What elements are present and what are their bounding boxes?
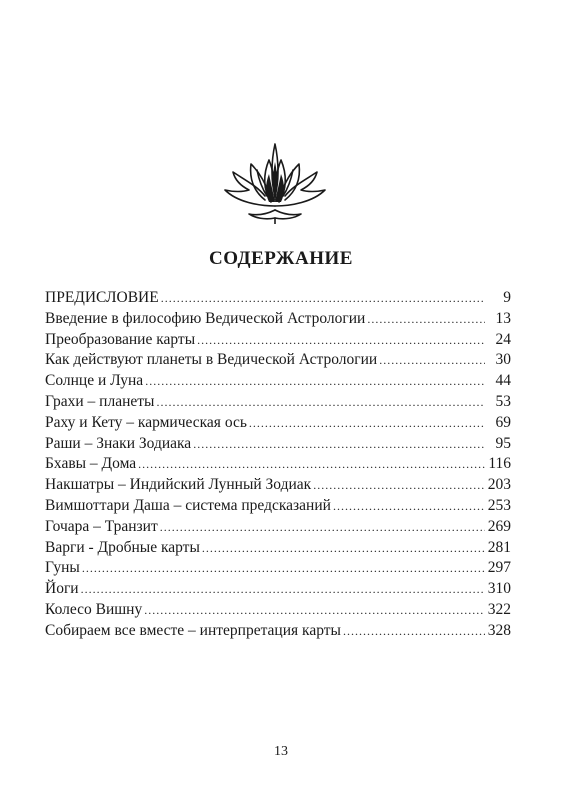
toc-entry-title: Собираем все вместе – интерпретация карты [45, 621, 341, 639]
toc-entry-title: Вимшоттари Даша – система предсказаний [45, 496, 331, 514]
toc-entry-title: Накшатры – Индийский Лунный Зодиак [45, 476, 312, 494]
toc-entry-page: 253 [487, 496, 511, 514]
toc-entry-page: 322 [487, 600, 511, 618]
toc-entry-page: 30 [495, 351, 511, 369]
toc-entry[interactable] [45, 558, 511, 579]
toc-entry-page: 24 [495, 330, 511, 348]
toc-entry-page: 53 [495, 392, 511, 410]
toc-entry[interactable] [45, 434, 511, 455]
toc-entry[interactable] [45, 392, 511, 413]
toc-dot-leader [138, 454, 485, 475]
page-number: 13 [274, 744, 288, 759]
toc-entry[interactable] [45, 475, 511, 496]
toc-entry[interactable] [45, 621, 511, 642]
toc-entry-title: Преобразование карты [45, 330, 196, 348]
toc-entry-page: 281 [487, 538, 511, 556]
toc-entry-title: Йоги [45, 580, 79, 598]
toc-entry[interactable] [45, 579, 511, 600]
toc-dot-leader [343, 621, 485, 642]
toc-entry[interactable] [45, 538, 511, 559]
toc-dot-leader [367, 309, 485, 330]
toc-dot-leader [379, 350, 485, 371]
toc-entry-page: 269 [487, 517, 511, 535]
toc-entry[interactable] [45, 371, 511, 392]
toc-dot-leader [82, 558, 485, 579]
toc-entry-title: ПРЕДИСЛОВИЕ [45, 289, 159, 306]
toc-dot-leader [333, 496, 485, 517]
toc-entry[interactable] [45, 309, 511, 330]
toc-entry-page: 69 [495, 413, 511, 431]
toc-entry-page: 310 [487, 580, 511, 598]
toc-entry-page: 328 [487, 621, 511, 639]
table-of-contents [45, 288, 511, 642]
toc-entry-page: 44 [495, 372, 511, 390]
toc-entry-page: 116 [488, 455, 511, 473]
toc-dot-leader [313, 475, 485, 496]
toc-entry-title: Бхавы – Дома [45, 455, 137, 473]
toc-dot-leader [156, 392, 485, 413]
lotus-icon [219, 140, 331, 224]
toc-entry-title: Варги - Дробные карты [45, 538, 200, 556]
page-title: СОДЕРЖАНИЕ [209, 248, 353, 269]
toc-entry[interactable] [45, 413, 511, 434]
toc-entry-page: 95 [495, 434, 511, 452]
toc-entry[interactable] [45, 350, 511, 371]
toc-dot-leader [161, 288, 485, 309]
toc-dot-leader [193, 434, 485, 455]
toc-dot-leader [202, 538, 485, 559]
toc-dot-leader [144, 600, 485, 621]
toc-entry[interactable] [45, 288, 511, 309]
toc-entry[interactable] [45, 600, 511, 621]
toc-entry[interactable] [45, 496, 511, 517]
toc-entry-title: Гочара – Транзит [45, 517, 158, 535]
toc-entry-page: 9 [503, 289, 511, 306]
toc-entry-title: Раши – Знаки Зодиака [45, 434, 192, 452]
toc-dot-leader [145, 371, 485, 392]
toc-entry-title: Как действуют планеты в Ведической Астрологии [45, 351, 378, 369]
toc-entry-title: Раху и Кету – кармическая ось [45, 413, 247, 431]
toc-dot-leader [249, 413, 485, 434]
toc-dot-leader [197, 330, 485, 351]
toc-entry-title: Колесо Вишну [45, 600, 143, 618]
toc-entry-title: Гуны [45, 559, 80, 577]
toc-entry-page: 297 [487, 559, 511, 577]
toc-entry[interactable] [45, 517, 511, 538]
toc-entry-title: Грахи – планеты [45, 392, 155, 410]
toc-entry-title: Солнце и Луна [45, 372, 144, 390]
toc-dot-leader [81, 579, 485, 600]
toc-entry[interactable] [45, 330, 511, 351]
toc-entry[interactable] [45, 454, 511, 475]
toc-dot-leader [160, 517, 485, 538]
toc-entry-page: 203 [487, 476, 511, 494]
toc-entry-page: 13 [495, 309, 511, 327]
toc-entry-title: Введение в философию Ведической Астрологии [45, 309, 366, 327]
